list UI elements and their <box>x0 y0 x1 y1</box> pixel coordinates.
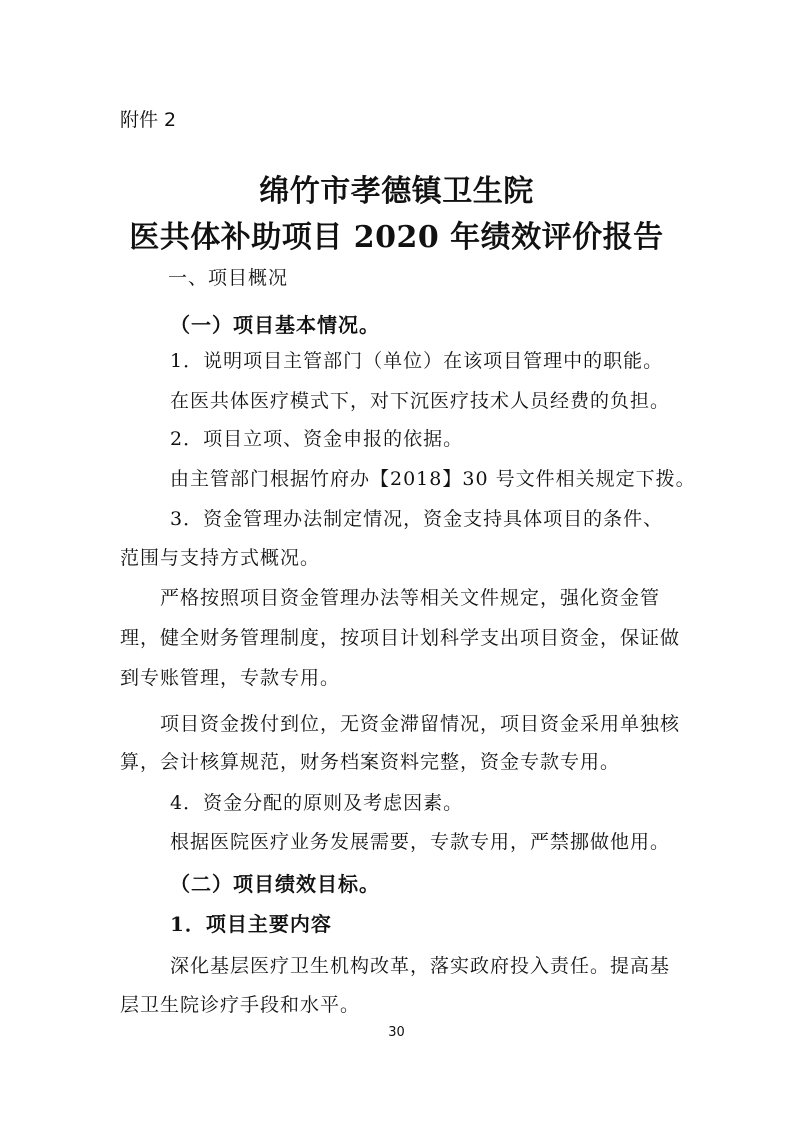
item-heading: 2．项目立项、资金申报的依据。 <box>170 428 464 450</box>
item-heading: 4．资金分配的原则及考虑因素。 <box>170 792 464 814</box>
goal-heading: 1．项目主要内容 <box>170 912 332 936</box>
paragraph-line: 根据医院医疗业务发展需要，专款专用，严禁挪做他用。 <box>170 831 671 853</box>
paragraph-line: 项目资金拨付到位，无资金滞留情况，项目资金采用单独核 <box>160 713 681 735</box>
paragraph-line: 算，会计核算规范，财务档案资料完整，资金专款专用。 <box>120 751 621 773</box>
page-number: 30 <box>388 1025 405 1040</box>
paragraph-line: 到专账管理，专款专用。 <box>120 667 341 689</box>
attachment-label: 附件 2 <box>120 109 177 131</box>
section-heading: 一、项目概况 <box>168 267 289 289</box>
paragraph-line: 在医共体医疗模式下，对下沉医疗技术人员经费的负担。 <box>170 390 671 412</box>
paragraph-line: 由主管部门根据竹府办【2018】30 号文件相关规定下拨。 <box>170 468 696 490</box>
item-heading-continued: 范围与支持方式概况。 <box>120 547 321 569</box>
paragraph-line: 严格按照项目资金管理办法等相关文件规定，强化资金管 <box>160 587 661 609</box>
item-heading: 1．说明项目主管部门（单位）在该项目管理中的职能。 <box>170 350 664 372</box>
subsection-heading: （二）项目绩效目标。 <box>170 872 380 896</box>
report-title-line-1: 绵竹市孝德镇卫生院 <box>259 174 534 209</box>
report-title-line-2: 医共体补助项目 2020 年绩效评价报告 <box>129 220 664 255</box>
paragraph-line: 层卫生院诊疗手段和水平。 <box>120 994 361 1016</box>
paragraph-line: 深化基层医疗卫生机构改革，落实政府投入责任。提高基 <box>170 955 671 977</box>
paragraph-line: 理，健全财务管理制度，按项目计划科学支出项目资金，保证做 <box>120 627 681 649</box>
subsection-heading: （一）项目基本情况。 <box>170 313 380 337</box>
item-heading: 3．资金管理办法制定情况，资金支持具体项目的条件、 <box>170 508 664 530</box>
